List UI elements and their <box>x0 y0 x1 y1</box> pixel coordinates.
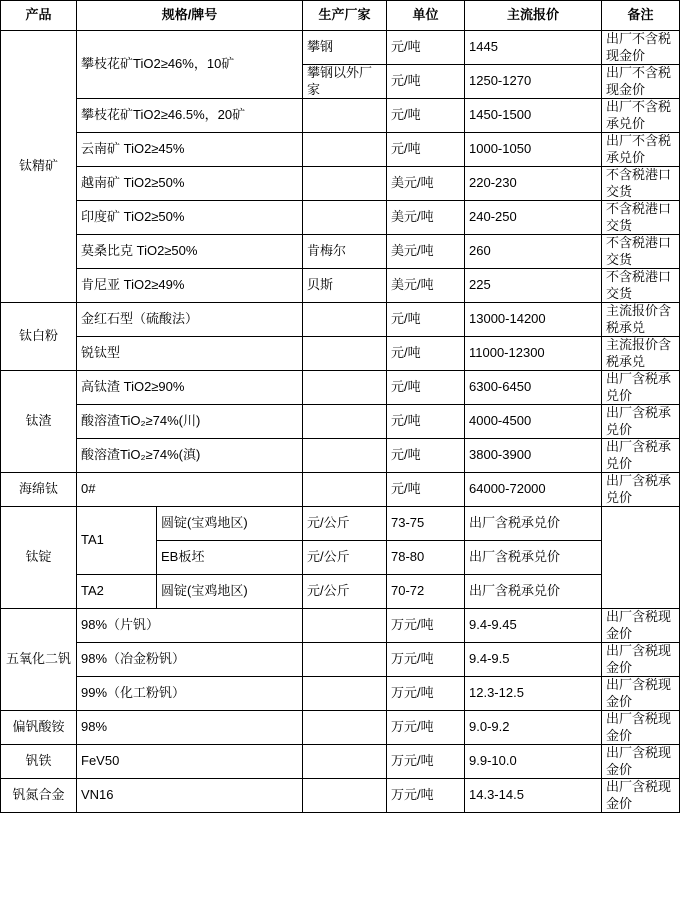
spec-cell: 98%（冶金粉钒） <box>77 643 303 677</box>
price-cell: 225 <box>465 269 602 303</box>
note-cell: 出厂含税承兑价 <box>602 473 680 507</box>
grade-cell: TA1 <box>77 507 157 575</box>
product-cell: 钒氮合金 <box>1 779 77 813</box>
price-cell: 4000-4500 <box>465 405 602 439</box>
price-cell: 14.3-14.5 <box>465 779 602 813</box>
unit-cell: 元/吨 <box>387 439 465 473</box>
price-cell: 1450-1500 <box>465 99 602 133</box>
product-cell: 钛锭 <box>1 507 77 609</box>
manufacturer-cell <box>303 99 387 133</box>
note-cell: 出厂含税承兑价 <box>465 507 602 541</box>
grade-cell: TA2 <box>77 575 157 609</box>
spec-cell: 酸溶渣TiO₂≥74%(川) <box>77 405 303 439</box>
spec-cell: 肯尼亚 TiO2≥49% <box>77 269 303 303</box>
table-row <box>1 643 680 677</box>
unit-cell: 万元/吨 <box>387 779 465 813</box>
table-row <box>1 473 680 507</box>
table-row <box>1 235 680 269</box>
spec-cell: 印度矿 TiO2≥50% <box>77 201 303 235</box>
manufacturer-cell <box>303 643 387 677</box>
spec-cell: 金红石型（硫酸法） <box>77 303 303 337</box>
spec-cell: 锐钛型 <box>77 337 303 371</box>
product-cell: 钛精矿 <box>1 31 77 303</box>
table-row <box>1 711 680 745</box>
manufacturer-cell <box>303 405 387 439</box>
header-spec: 规格/牌号 <box>77 1 303 31</box>
manufacturer-cell <box>303 337 387 371</box>
manufacturer-cell: 攀钢以外厂家 <box>303 65 387 99</box>
header-product: 产品 <box>1 1 77 31</box>
spec-cell: FeV50 <box>77 745 303 779</box>
unit-cell: 元/吨 <box>387 473 465 507</box>
spec-cell: 98%（片钒） <box>77 609 303 643</box>
price-cell: 6300-6450 <box>465 371 602 405</box>
note-cell: 出厂含税现金价 <box>602 711 680 745</box>
price-cell: 13000-14200 <box>465 303 602 337</box>
manufacturer-cell <box>303 473 387 507</box>
price-cell: 260 <box>465 235 602 269</box>
table-row <box>1 609 680 643</box>
spec-cell: 攀枝花矿TiO2≥46.5%，20矿 <box>77 99 303 133</box>
spec-cell: 云南矿 TiO2≥45% <box>77 133 303 167</box>
unit-cell: 元/吨 <box>387 405 465 439</box>
table-row <box>1 31 680 65</box>
price-cell: 11000-12300 <box>465 337 602 371</box>
note-cell: 出厂不含税现金价 <box>602 31 680 65</box>
product-cell: 钛白粉 <box>1 303 77 371</box>
header-price: 主流报价 <box>465 1 602 31</box>
price-cell: 9.4-9.45 <box>465 609 602 643</box>
spec-cell: 0# <box>77 473 303 507</box>
unit-cell: 元/吨 <box>387 99 465 133</box>
price-cell: 70-72 <box>387 575 465 609</box>
manufacturer-cell <box>303 167 387 201</box>
product-cell: 海绵钛 <box>1 473 77 507</box>
manufacturer-cell <box>303 303 387 337</box>
price-cell: 1250-1270 <box>465 65 602 99</box>
table-row <box>1 133 680 167</box>
table-body <box>1 31 680 813</box>
manufacturer-cell <box>303 133 387 167</box>
manufacturer-cell <box>303 439 387 473</box>
table-row <box>1 371 680 405</box>
spec-cell: 99%（化工粉钒） <box>77 677 303 711</box>
note-cell: 出厂不含税承兑价 <box>602 99 680 133</box>
spec-cell: 高钛渣 TiO2≥90% <box>77 371 303 405</box>
manufacturer-cell <box>303 371 387 405</box>
price-cell: 1445 <box>465 31 602 65</box>
price-cell: 9.4-9.5 <box>465 643 602 677</box>
spec-cell: 98% <box>77 711 303 745</box>
unit-cell: 万元/吨 <box>387 745 465 779</box>
note-cell: 出厂含税承兑价 <box>602 439 680 473</box>
table-row <box>1 337 680 371</box>
note-cell: 出厂含税现金价 <box>602 643 680 677</box>
unit-cell: 元/吨 <box>387 371 465 405</box>
table-row <box>1 405 680 439</box>
unit-cell: 元/吨 <box>387 65 465 99</box>
header-unit: 单位 <box>387 1 465 31</box>
spec-cell: 圆锭(宝鸡地区) <box>157 507 303 541</box>
price-cell: 64000-72000 <box>465 473 602 507</box>
unit-cell: 元/公斤 <box>303 507 387 541</box>
note-cell: 出厂含税现金价 <box>602 609 680 643</box>
unit-cell: 美元/吨 <box>387 235 465 269</box>
price-cell: 3800-3900 <box>465 439 602 473</box>
product-cell: 五氧化二钒 <box>1 609 77 711</box>
unit-cell: 万元/吨 <box>387 643 465 677</box>
header-note: 备注 <box>602 1 680 31</box>
table-row <box>1 439 680 473</box>
manufacturer-cell <box>303 677 387 711</box>
spec-cell: VN16 <box>77 779 303 813</box>
table-row <box>1 745 680 779</box>
manufacturer-cell: 肯梅尔 <box>303 235 387 269</box>
unit-cell: 万元/吨 <box>387 711 465 745</box>
spec-cell: 莫桑比克 TiO2≥50% <box>77 235 303 269</box>
table-row <box>1 575 680 609</box>
header-manufacturer: 生产厂家 <box>303 1 387 31</box>
spec-cell: 攀枝花矿TiO2≥46%，10矿 <box>77 31 303 99</box>
price-cell: 9.0-9.2 <box>465 711 602 745</box>
unit-cell: 元/吨 <box>387 133 465 167</box>
unit-cell: 万元/吨 <box>387 677 465 711</box>
table-row <box>1 779 680 813</box>
note-cell: 不含税港口交货 <box>602 269 680 303</box>
manufacturer-cell: 贝斯 <box>303 269 387 303</box>
table-row <box>1 201 680 235</box>
price-cell: 9.9-10.0 <box>465 745 602 779</box>
unit-cell: 元/公斤 <box>303 575 387 609</box>
note-cell: 出厂含税承兑价 <box>602 405 680 439</box>
spec-cell: EB板坯 <box>157 541 303 575</box>
table-row <box>1 167 680 201</box>
unit-cell: 元/吨 <box>387 337 465 371</box>
note-cell: 出厂含税现金价 <box>602 677 680 711</box>
note-cell: 出厂含税承兑价 <box>465 541 602 575</box>
table-row <box>1 269 680 303</box>
manufacturer-cell <box>303 745 387 779</box>
price-cell: 12.3-12.5 <box>465 677 602 711</box>
note-cell: 主流报价含税承兑 <box>602 303 680 337</box>
note-cell: 出厂含税现金价 <box>602 779 680 813</box>
spec-cell: 酸溶渣TiO₂≥74%(滇) <box>77 439 303 473</box>
unit-cell: 元/吨 <box>387 31 465 65</box>
manufacturer-cell <box>303 711 387 745</box>
unit-cell: 美元/吨 <box>387 167 465 201</box>
table-row <box>1 303 680 337</box>
manufacturer-cell: 攀钢 <box>303 31 387 65</box>
note-cell: 不含税港口交货 <box>602 235 680 269</box>
table-header <box>1 1 680 31</box>
note-cell: 出厂不含税承兑价 <box>602 133 680 167</box>
product-cell: 钒铁 <box>1 745 77 779</box>
manufacturer-cell <box>303 779 387 813</box>
unit-cell: 万元/吨 <box>387 609 465 643</box>
product-cell: 偏钒酸铵 <box>1 711 77 745</box>
note-cell: 出厂不含税现金价 <box>602 65 680 99</box>
manufacturer-cell <box>303 201 387 235</box>
spec-cell: 越南矿 TiO2≥50% <box>77 167 303 201</box>
note-cell: 出厂含税现金价 <box>602 745 680 779</box>
note-cell: 不含税港口交货 <box>602 167 680 201</box>
note-cell: 出厂含税承兑价 <box>465 575 602 609</box>
product-cell: 钛渣 <box>1 371 77 473</box>
spec-cell: 圆锭(宝鸡地区) <box>157 575 303 609</box>
manufacturer-cell <box>303 609 387 643</box>
unit-cell: 美元/吨 <box>387 201 465 235</box>
table-row <box>1 99 680 133</box>
note-cell: 不含税港口交货 <box>602 201 680 235</box>
unit-cell: 元/吨 <box>387 303 465 337</box>
price-cell: 1000-1050 <box>465 133 602 167</box>
header-row <box>1 1 680 31</box>
price-cell: 73-75 <box>387 507 465 541</box>
price-cell: 220-230 <box>465 167 602 201</box>
note-cell: 出厂含税承兑价 <box>602 371 680 405</box>
note-cell: 主流报价含税承兑 <box>602 337 680 371</box>
price-cell: 78-80 <box>387 541 465 575</box>
table-row <box>1 677 680 711</box>
price-cell: 240-250 <box>465 201 602 235</box>
unit-cell: 美元/吨 <box>387 269 465 303</box>
table-row <box>1 507 680 541</box>
unit-cell: 元/公斤 <box>303 541 387 575</box>
